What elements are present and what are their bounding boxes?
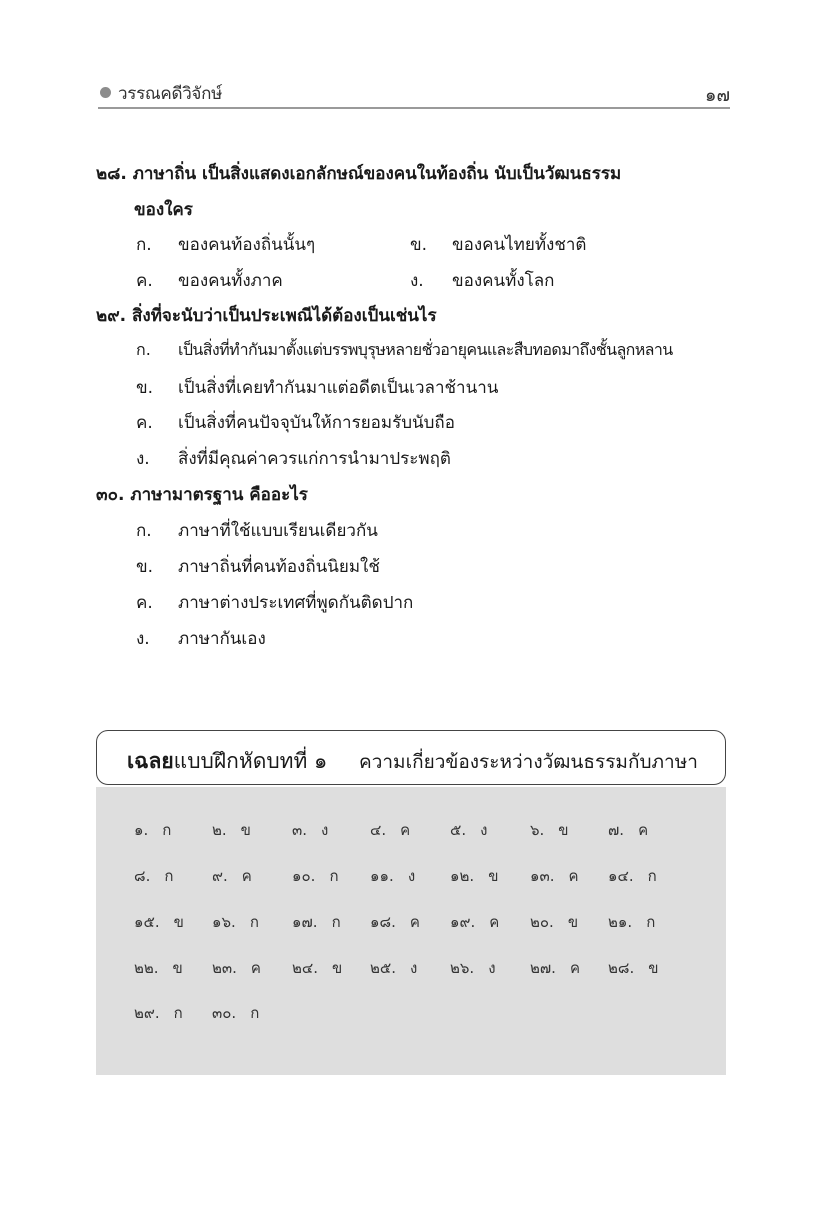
question-number: ๒๙.: [96, 306, 127, 326]
answer-letter: ก: [164, 867, 174, 885]
answer-number: ๑๔.: [608, 867, 634, 885]
answer-number: ๒๕.: [370, 959, 397, 977]
answer-item: [212, 910, 259, 934]
answer-number: ๑๑.: [370, 867, 394, 885]
answer-letter: ข: [648, 959, 659, 977]
option-d: ง. สิ่งที่มีคุณค่าควรแก่การนำมาประพฤติ: [136, 449, 451, 469]
answer-letter: ก: [329, 867, 339, 885]
answer-letter: ก: [646, 913, 656, 931]
answer-letter: ก: [249, 913, 259, 931]
answer-letter: ค: [489, 913, 500, 931]
answer-letter: ง: [321, 821, 329, 839]
answer-item: [450, 910, 499, 934]
answer-number: ๑๓.: [530, 867, 555, 885]
answer-number: ๔.: [370, 821, 387, 839]
option-a: ก. เป็นสิ่งที่ทำกันมาตั้งแต่บรรพบุรุษหลายชั่วอายุคนและสืบทอดมาถึงชั้นลูกหลาน: [136, 340, 673, 359]
answer-letter: ข: [332, 959, 343, 977]
answer-letter: ก: [173, 1004, 183, 1022]
option-b: ข. เป็นสิ่งที่เคยทำกันมาแต่อดีตเป็นเวลาช้านาน: [136, 378, 499, 398]
answer-letter: ข: [567, 913, 579, 931]
answer-letter: ค: [400, 821, 411, 839]
answer-key-subtitle: ความเกี่ยวข้องระหว่างวัฒนธรรมกับภาษา: [359, 751, 698, 773]
answer-letter: ค: [409, 913, 420, 931]
answer-number: ๒๗.: [530, 959, 556, 977]
answer-number: ๑๒.: [450, 867, 475, 885]
option-a: ก. ภาษาที่ใช้แบบเรียนเดียวกัน: [136, 521, 378, 541]
running-header: [100, 78, 730, 106]
answer-key-heading: เฉลยแบบฝึกหัดบทที่ ๑: [127, 749, 328, 773]
option-b: ข. ของคนไทยทั้งชาติ: [410, 235, 587, 255]
answer-number: ๗.: [608, 821, 625, 839]
answer-item: [370, 910, 420, 934]
answer-letter: ก: [250, 1004, 260, 1022]
answer-number: ๑๐.: [292, 867, 316, 885]
option-c: ค. เป็นสิ่งที่คนปัจจุบันให้การยอมรับนับถือ: [136, 413, 455, 433]
question-number: ๓๐.: [96, 485, 125, 505]
answer-letter: ง: [407, 867, 416, 885]
answer-letter: ข: [488, 867, 499, 885]
question-number: ๒๘.: [96, 164, 127, 184]
option-d: ง. ของคนทั้งโลก: [410, 271, 555, 291]
answer-letter: ค: [638, 821, 649, 839]
answer-item: [134, 818, 171, 842]
answer-item: [530, 818, 569, 842]
answer-number: ๑.: [134, 821, 149, 839]
option-d: ง. ภาษากันเอง: [136, 629, 266, 649]
question-text: ภาษาถิ่น เป็นสิ่งแสดงเอกลักษณ์ของคนในท้องถิ่น นับเป็นวัฒนธรรม: [132, 164, 622, 184]
answer-item: [370, 818, 410, 842]
answer-item: [292, 910, 341, 934]
answer-number: ๒๒.: [134, 959, 159, 977]
answer-item: [608, 864, 657, 888]
option-c: ค. ภาษาต่างประเทศที่พูดกันติดปาก: [136, 593, 414, 613]
answer-item: [212, 864, 252, 888]
answer-item: [212, 1001, 259, 1025]
answer-number: ๓๐.: [212, 1004, 237, 1022]
answer-letter: ค: [250, 959, 261, 977]
answer-number: ๑๖.: [212, 913, 236, 931]
book-title: วรรณคดีวิจักษ์: [118, 84, 222, 104]
answer-number: ๓.: [292, 821, 308, 839]
answer-item: [212, 818, 251, 842]
answer-letter: ข: [240, 821, 251, 839]
answer-letter: ก: [162, 821, 172, 839]
answer-number: ๒๖.: [450, 959, 475, 977]
option-c: ค. ของคนทั้งภาค: [136, 271, 283, 291]
answer-item: [608, 818, 648, 842]
question-29: [96, 302, 437, 329]
answer-item: [134, 864, 173, 888]
page-number: ๑๗: [705, 85, 730, 106]
answer-item: [292, 956, 342, 980]
option-b: ข. ภาษาถิ่นที่คนท้องถิ่นนิยมใช้: [136, 557, 380, 577]
question-text: สิ่งที่จะนับว่าเป็นประเพณีได้ต้องเป็นเช่นไร: [132, 306, 437, 326]
question-text: ภาษามาตรฐาน คืออะไร: [130, 485, 308, 505]
option-a: ก. ของคนท้องถิ่นนั้นๆ: [136, 235, 316, 255]
answer-number: ๒.: [212, 821, 227, 839]
answer-number: ๖.: [530, 821, 545, 839]
answer-item: [292, 818, 328, 842]
answer-item: [608, 910, 655, 934]
answer-number: ๒๑.: [608, 913, 633, 931]
answer-letter: ก: [331, 913, 341, 931]
answer-item: [450, 864, 498, 888]
bullet-dot-icon: [100, 87, 111, 98]
answer-letter: ค: [241, 867, 252, 885]
answer-item: [370, 864, 415, 888]
answer-letter: ค: [569, 959, 580, 977]
answer-letter: ง: [480, 821, 488, 839]
answer-number: ๑๗.: [292, 913, 318, 931]
answer-item: [134, 910, 184, 934]
answer-number: ๘.: [134, 867, 151, 885]
answer-item: [530, 864, 579, 888]
answer-number: ๑๘.: [370, 913, 396, 931]
answer-number: ๙.: [212, 867, 228, 885]
answer-number: ๒๐.: [530, 913, 554, 931]
answer-number: ๒๓.: [212, 959, 237, 977]
question-text-continued: ของใคร: [134, 200, 193, 220]
answer-number: ๕.: [450, 821, 467, 839]
answer-letter: ง: [488, 959, 496, 977]
answer-number: ๑๕.: [134, 913, 160, 931]
answer-number: ๒๔.: [292, 959, 319, 977]
answer-letter: ข: [172, 959, 183, 977]
question-30: [96, 481, 308, 508]
answer-item: [530, 910, 578, 934]
answer-letter: ก: [647, 867, 657, 885]
answer-letter: ข: [173, 913, 184, 931]
answer-key-title-box: [96, 730, 726, 785]
answer-item: [530, 956, 580, 980]
answer-item: [608, 956, 659, 980]
answer-item: [450, 818, 487, 842]
answer-letter: ข: [558, 821, 569, 839]
answer-item: [450, 956, 496, 980]
answer-number: ๑๙.: [450, 913, 476, 931]
answer-letter: ค: [568, 867, 579, 885]
answer-letter: ง: [410, 959, 418, 977]
answer-number: ๒๘.: [608, 959, 635, 977]
answer-item: [134, 1001, 183, 1025]
answer-number: ๒๙.: [134, 1004, 160, 1022]
answer-item: [134, 956, 183, 980]
header-divider: [98, 107, 730, 109]
answer-item: [370, 956, 417, 980]
answer-item: [212, 956, 261, 980]
question-28: [96, 160, 621, 187]
answer-item: [292, 864, 339, 888]
